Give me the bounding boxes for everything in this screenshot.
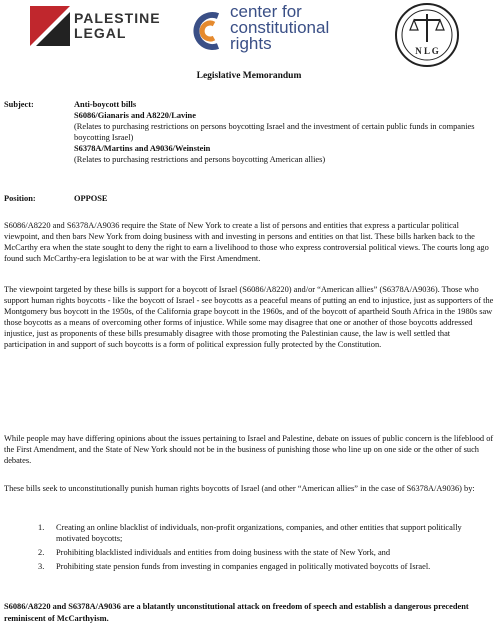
position-label: Position: [4,194,36,203]
position-value: OPPOSE [74,194,108,203]
nlg-seal-text: N L G [415,46,439,56]
bill-2-desc: (Relates to purchasing restrictions and persons boycotting American allies) [74,155,326,164]
closing-statement: S6086/A8220 and S6378A/A9036 are a blatantly unconstitutional attack on freedom of speech and establish a dangerous precedent reminiscent of McCarthyism. [4,602,469,623]
position-block [0,193,498,205]
logo-bar [0,0,498,64]
subject-heading: Anti-boycott bills [74,100,137,109]
ccr-logo [188,2,358,62]
paragraph-1: S6086/A8220 and S6378A/A9036 require the State of New York to create a list of persons and entities that express a particular political viewpoint, and then bars New York from doing business with and investing in persons and entities on that list. These bills harken back to the McCarthy era when the state sought to deny the right to earn a livelihood to those who express controversial political views. The courts long ago found such McCarthy-era legislation to be at war with the First Amendment. [4,221,489,263]
palestine-legal-wordmark: PALESTINE LEGAL [74,10,161,41]
paragraph-4: These bills seek to unconstitutionally punish human rights boycotts of Israel (and other “American allies” in the case of S6378A/A9036) by: [4,484,475,493]
bill-1: S6086/Gianaris and A8220/Lavine [74,111,196,120]
ccr-mark-icon [188,8,226,54]
bill-1-desc: (Relates to purchasing restrictions on persons boycotting Israel and the investment of certain public funds in companies boycotting Israel) [74,122,475,142]
paragraph-3: While people may have differing opinions about the issues pertaining to Israel and Palestine, debate on issues of public concern is the lifeblood of the First Amendment, and the State of New York should not be in the business of punishing those who line up on one side or the other of such debates. [4,434,494,465]
subject-values [74,99,494,165]
ccr-wordmark: center for constitutional rights [230,2,330,53]
palestine-legal-logo [30,6,180,46]
subject-block [0,99,498,199]
paragraph-2: The viewpoint targeted by these bills is support for a boycott of Israel (S6086/A8220) and/or “American allies” (S6378A/A9036). Those who support human rights boycotts - like the boycott of Israel - see boycotts as a peaceful means of putting an end to injustice, just as supporters of the Montgomery bus boycott in the 1950s, of the California grape boycott in the 1960s, and of the boycott of apartheid South Africa in the 1980s saw those boycotts as a means of overcoming other forms of injustice. While some may disagree that one or another of those boycotts addressed injustice, just as proponents of these bills presumably disagree with those promoting the Palestinian cause, the law is well settled that participation in and support of such boycotts is a form of political expression fully protected by the Constitution. [4,285,494,349]
memo-title: Legislative Memorandum [196,71,302,81]
numbered-list: 1. Creating an online blacklist of individuals, non-profit organizations, companies, and other entities that support politically motivated boycotts; 2. Prohibiting blacklisted individuals and entities from doing business with the state of New York, and 3. Prohibiting state pension funds from investing in companies engaged in politically motivated boycotts of Israel. [38,523,462,571]
nlg-seal-icon [394,2,460,68]
bill-2: S6378A/Martins and A9036/Weinstein [74,144,211,153]
palestine-legal-mark-icon [30,6,70,46]
subject-label: Subject: [4,100,34,109]
